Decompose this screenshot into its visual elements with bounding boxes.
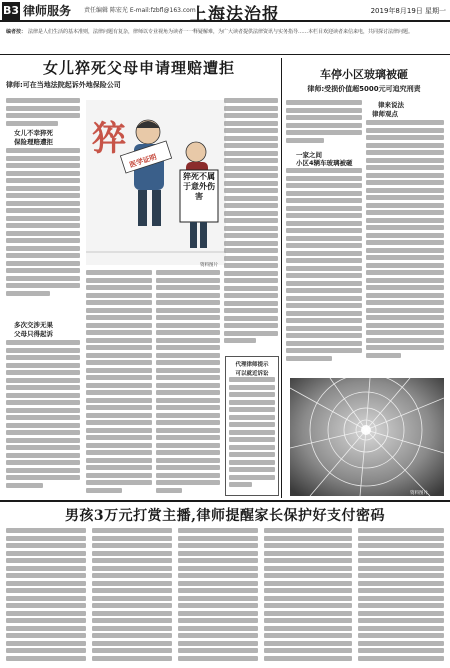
page-number: B3 (2, 2, 20, 20)
kicker-left-3: 多次交涉无果 (14, 321, 53, 329)
text-column-right-1 (286, 168, 362, 373)
photo-credit-right: 资料图片 (410, 491, 428, 496)
subhead-right: 律师:受损价值超5000元可追究刑责 (307, 85, 421, 93)
lawyer-tip-title: 代理律师提示 (235, 362, 269, 368)
masthead-logo: 上海法治报 (190, 5, 280, 25)
illustration-tag-text: 医学证明 (128, 152, 158, 170)
kicker-left-4: 父母只得起诉 (14, 330, 53, 338)
broken-glass-drawing (290, 378, 444, 496)
page-header (0, 0, 450, 25)
headline-left: 女儿猝死父母申请理赔遭拒 (42, 59, 235, 77)
section-title: 律师服务 (23, 4, 72, 18)
kicker-right-2: 小区4辆车玻璃被砸 (296, 159, 353, 167)
text-column-left-mid-1 (86, 270, 152, 495)
editor-line: 责任编辑 陈宏光 E-mail:fzbfl@163.com (84, 7, 196, 14)
text-column-bottom-3 (178, 528, 258, 666)
text-column-left-right (224, 98, 278, 350)
text-column-left-end (6, 340, 80, 495)
photo-broken-glass (290, 378, 444, 496)
text-column-left-intro (6, 98, 80, 128)
headline-right: 车停小区玻璃被砸 (320, 68, 408, 81)
divider-top (0, 54, 450, 55)
issue-date: 2019年8月19日 星期一 (370, 7, 446, 15)
lawyer-tip-text (229, 377, 275, 491)
text-column-bottom-5 (358, 528, 444, 666)
headline-bottom: 男孩3万元打赏主播,律师提醒家长保护好支付密码 (64, 508, 386, 524)
editor-note-text: 法律是人们生活的基本准则，法律问题有复杂，律师以专业视角为读者一一释疑解难，为广大读者提供法律资讯与实务指导……本栏目欢迎读者来信来电，共同探讨法律问题。 (28, 29, 414, 35)
text-column-bottom-2 (92, 528, 172, 666)
illustration-drawing (86, 100, 226, 265)
kicker-left-1: 女儿不幸猝死 (14, 129, 53, 137)
divider-bottom (0, 500, 450, 502)
lawyer-tip-subtitle: 可以就近诉讼 (235, 371, 269, 377)
kicker-right-1: 一家之间 (296, 151, 322, 159)
text-column-bottom-4 (264, 528, 352, 666)
kicker-right-3: 律来说法 (378, 101, 404, 109)
text-column-right-intro (286, 100, 362, 148)
text-column-right-2 (366, 120, 444, 372)
text-column-bottom-1 (6, 528, 86, 666)
kicker-right-4: 律师观点 (372, 110, 398, 118)
text-column-left-body (6, 148, 80, 308)
divider-vertical (281, 58, 282, 498)
editor-note (0, 25, 450, 53)
text-column-left-mid-2 (156, 270, 220, 495)
editor-note-label: 编者按： (6, 29, 27, 35)
illustration-side-char: 猝 (92, 119, 126, 159)
kicker-left-2: 保险理赔遭拒 (14, 138, 53, 146)
illustration-insurance (86, 100, 226, 265)
lawyer-tip-box (225, 356, 279, 496)
illustration-sign-text: 猝死不属于意外伤害 (183, 172, 215, 201)
subhead-left: 律师:可在当地法院起诉外地保险公司 (6, 81, 121, 89)
photo-credit-left: 资料图片 (200, 263, 218, 268)
